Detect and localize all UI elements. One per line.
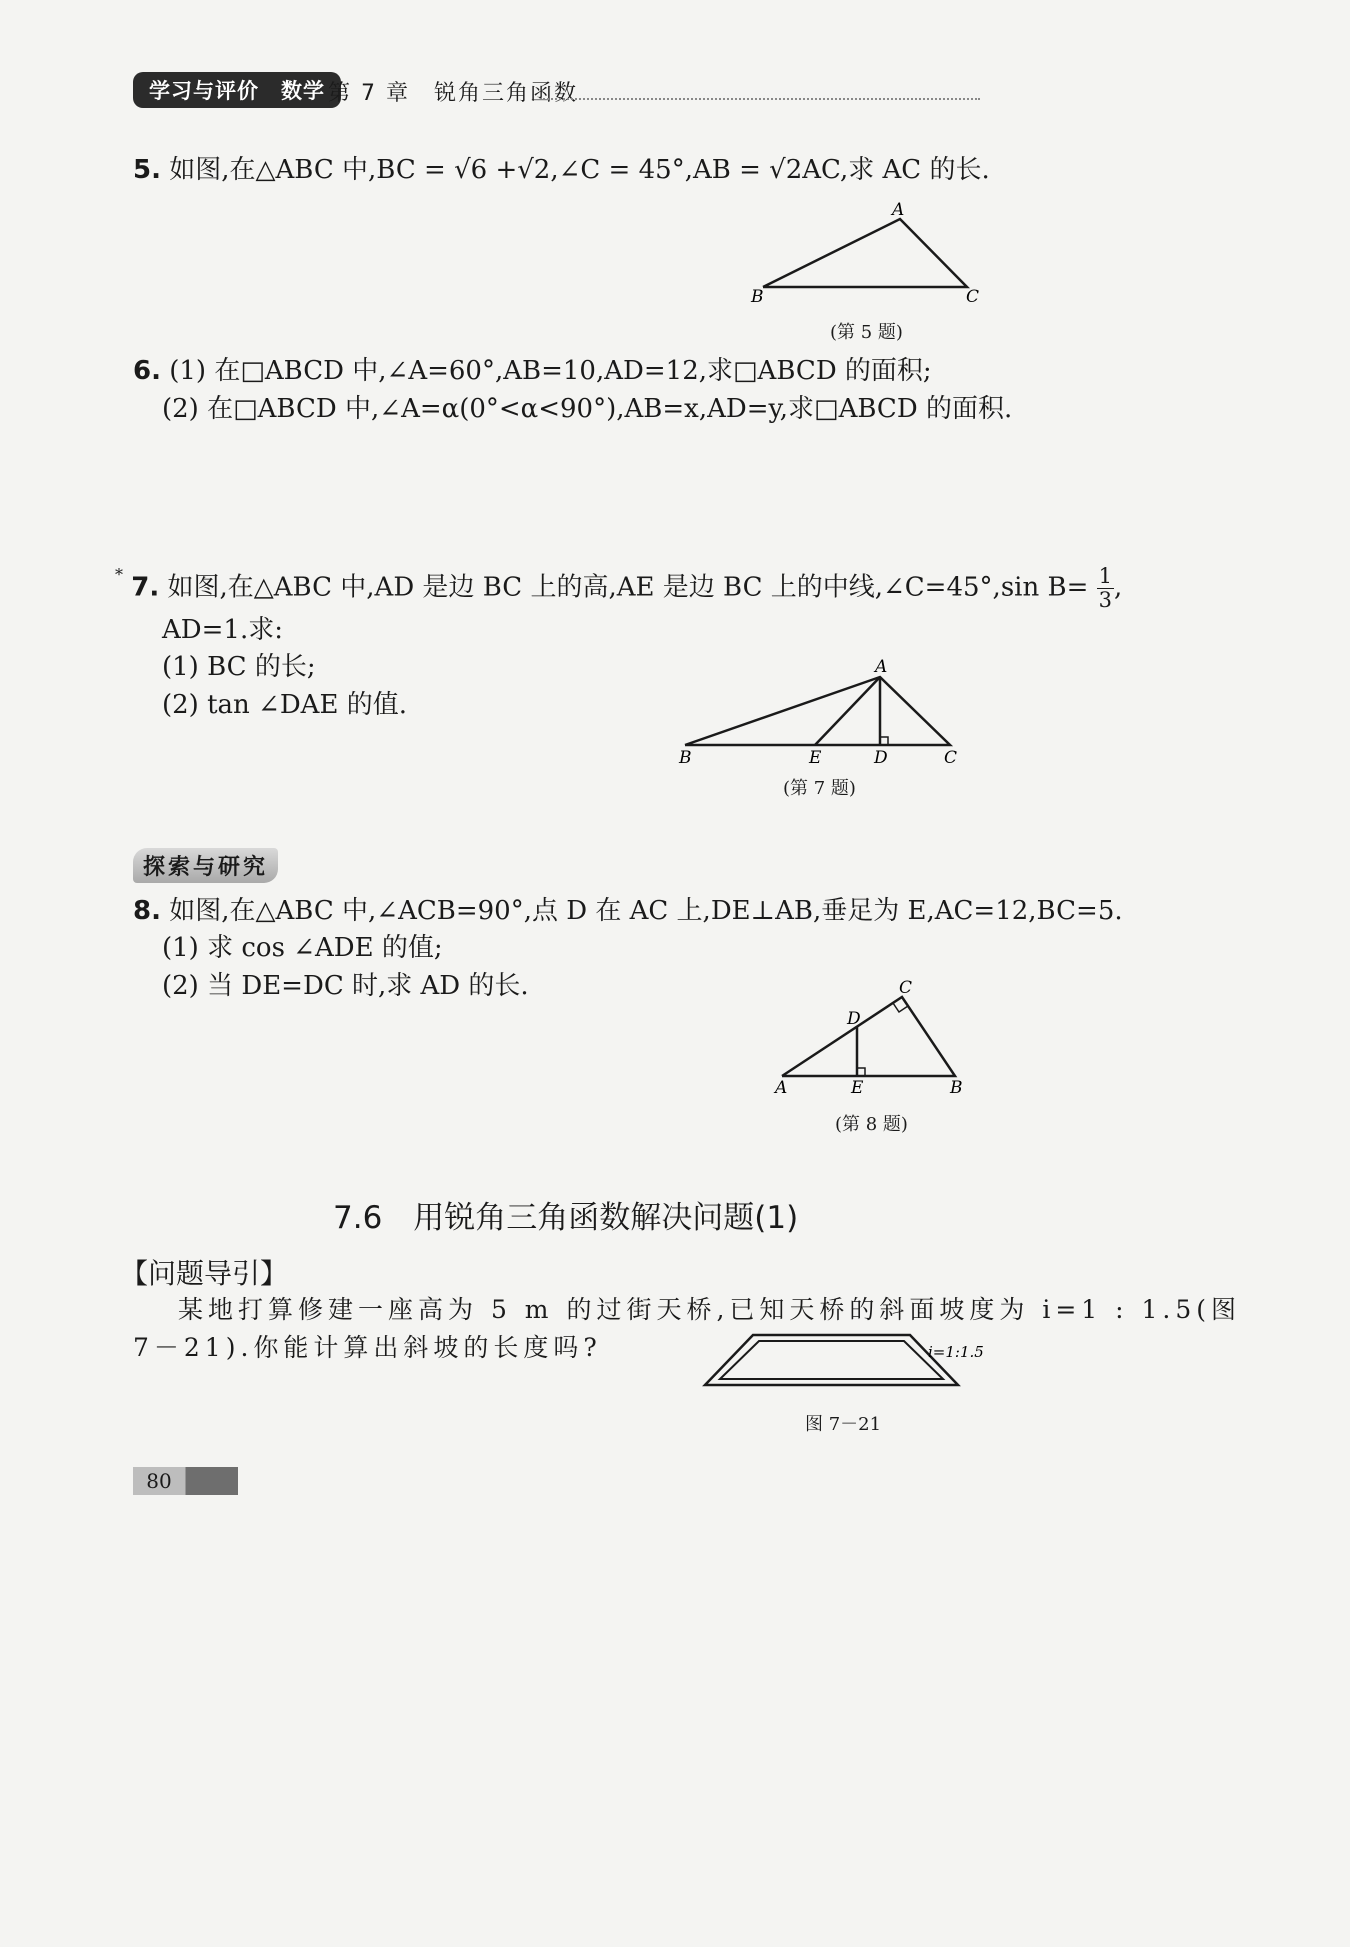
problem-text-line-2: 7－21).你能计算出斜坡的长度吗? [133, 1333, 602, 1362]
label-e: E [851, 1078, 864, 1098]
question-text: 如图,在△ABC 中,BC = √6 +√2,∠C = 45°,AB = √2AC,求 AC 的长. [169, 155, 990, 185]
slope-label: i=1:1.5 [928, 1343, 984, 1361]
label-c: C [966, 287, 980, 307]
question-7 [115, 565, 1122, 612]
fraction-one-third [1097, 565, 1114, 612]
question-text: 如图,在△ABC 中,∠ACB=90°,点 D 在 AC 上,DE⊥AB,垂足为 E,AC=12,BC=5. [169, 896, 1123, 926]
header-divider [540, 98, 980, 100]
question-7-line-2: AD=1.求: [162, 615, 283, 645]
star-mark: * [115, 565, 123, 584]
question-8-part-2: (2) 当 DE=DC 时,求 AD 的长. [162, 971, 529, 1001]
caption-q5: (第 5 题) [830, 322, 903, 343]
bridge-inner [720, 1341, 943, 1379]
label-a: A [875, 657, 888, 677]
question-7-part-1: (1) BC 的长; [162, 652, 316, 682]
question-number: 6. [133, 356, 161, 386]
question-8 [133, 896, 1123, 927]
book-title-badge: 学习与评价 数学 [133, 72, 341, 108]
label-d: D [874, 748, 888, 768]
label-c: C [944, 748, 958, 768]
question-7-part-2: (2) tan ∠DAE 的值. [162, 690, 407, 720]
fraction-denominator: 3 [1098, 588, 1113, 613]
label-b: B [679, 748, 692, 768]
question-6-part-2: (2) 在□ABCD 中,∠A=α(0°<α<90°),AB=x,AD=y,求□ABCD 的面积. [162, 394, 1013, 424]
label-c: C [899, 978, 913, 998]
question-number: 7. [131, 572, 160, 603]
label-d: D [847, 1009, 861, 1029]
question-text: 如图,在△ABC 中,AD 是边 BC 上的高,AE 是边 BC 上的中线,∠C=45°,sin B= [167, 572, 1089, 603]
triangle-abc [685, 677, 950, 745]
figure-7-21-bridge [700, 1330, 990, 1395]
problem-guide-heading: 【问题导引】 [120, 1257, 289, 1290]
triangle-abc [782, 997, 955, 1076]
label-e: E [809, 748, 822, 768]
label-b: B [950, 1078, 963, 1098]
fraction-numerator: 1 [1098, 564, 1113, 588]
question-5 [133, 155, 990, 186]
label-a: A [892, 200, 905, 220]
question-number: 5. [133, 155, 161, 185]
figure-q8 [765, 975, 975, 1100]
question-text-end: , [1114, 572, 1123, 603]
question-part-1: (1) 在□ABCD 中,∠A=60°,AB=10,AD=12,求□ABCD 的面积; [169, 356, 932, 386]
caption-q7: (第 7 题) [783, 778, 856, 799]
page-number: 80 [146, 1469, 172, 1493]
caption-q8: (第 8 题) [835, 1114, 908, 1135]
label-b: B [751, 287, 764, 307]
section-title: 7.6 用锐角三角函数解决问题(1) [333, 1200, 799, 1236]
section-explore: 探索与研究 [133, 848, 278, 883]
label-a: A [775, 1078, 788, 1098]
page-number-bar [133, 1467, 238, 1495]
chapter-title: 第 7 章 锐角三角函数 [328, 81, 578, 106]
figure-q7 [670, 655, 970, 775]
problem-text-line-1: 某地打算修建一座高为 5 m 的过街天桥,已知天桥的斜面坡度为 i=1 : 1.5(图 [178, 1295, 1242, 1324]
figure-q5 [745, 195, 990, 315]
question-8-part-1: (1) 求 cos ∠ADE 的值; [162, 933, 443, 963]
bridge-outer [705, 1335, 958, 1385]
question-number: 8. [133, 896, 161, 926]
triangle-abc [763, 219, 967, 287]
figure-7-21-caption: 图 7－21 [805, 1414, 882, 1435]
question-6 [133, 356, 932, 387]
